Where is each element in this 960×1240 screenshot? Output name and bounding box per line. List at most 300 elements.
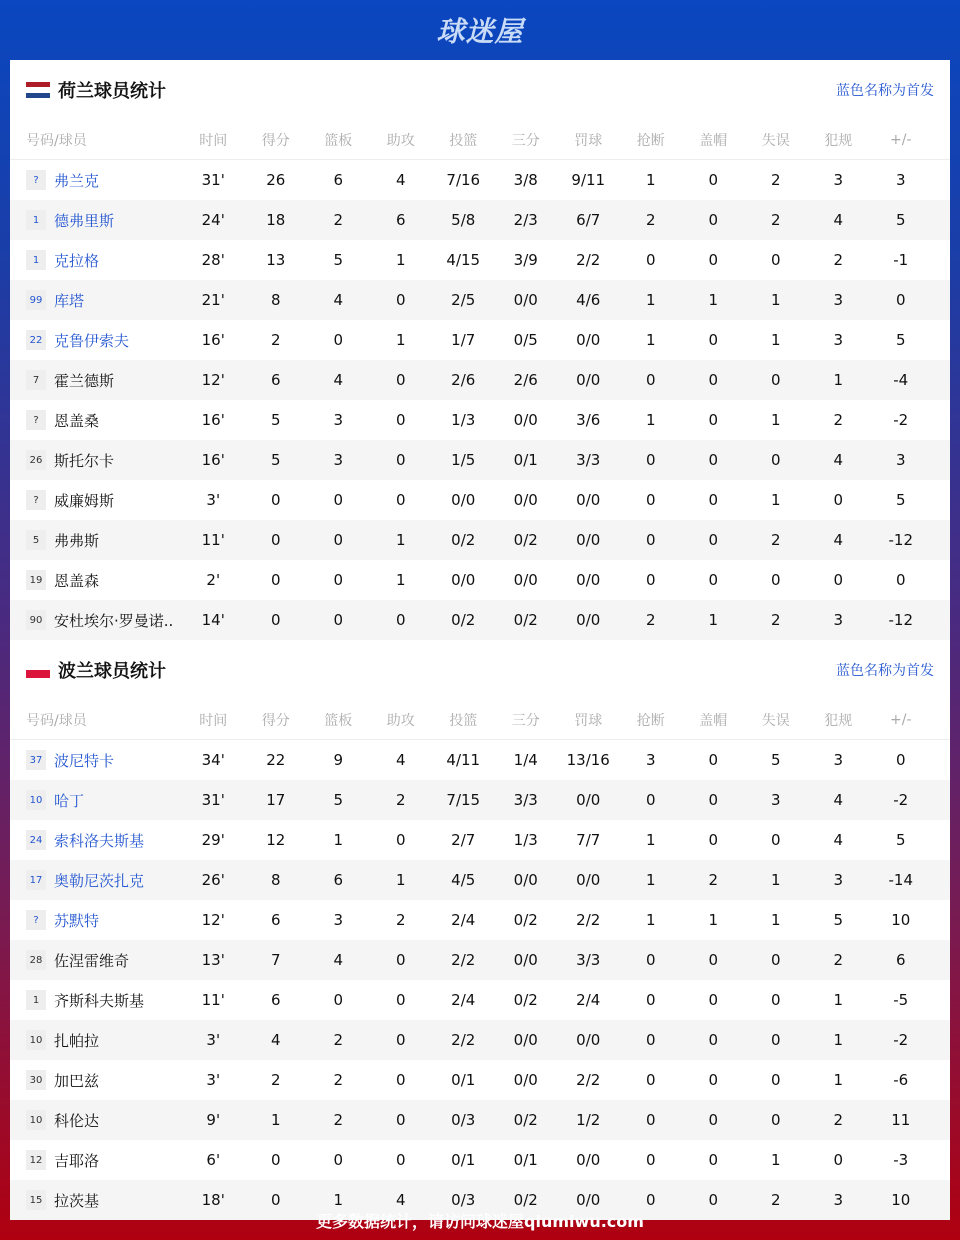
stat-cell: 1 [770,291,781,309]
stat-cell: 5 [833,911,844,929]
player-row[interactable] [10,480,950,520]
stats-card [10,60,950,1210]
stat-cell: 3 [833,1191,844,1209]
column-header: 罚球 [574,712,603,729]
stat-cell: 18' [201,1191,225,1209]
player-cell [10,610,182,631]
stat-cell: 1 [770,411,781,429]
stat-cell: 0/2 [451,531,476,549]
stat-cell: -2 [893,791,909,809]
stat-cell: 2 [770,211,781,229]
stat-cell: 0/0 [576,571,601,589]
stat-cell: 0 [708,831,719,849]
column-header: 盖帽 [699,712,728,729]
team-title: 荷兰球员统计 [58,81,166,102]
jersey-number: 26 [26,450,46,470]
stat-cell: 1 [645,871,656,889]
player-cell [10,790,182,811]
player-row[interactable] [10,160,950,200]
stat-cell: 5 [270,411,281,429]
stat-cell: 0 [395,491,406,509]
column-header: 盖帽 [699,132,728,149]
jersey-number: 22 [26,330,46,350]
stat-cell: 6 [270,991,281,1009]
player-cell [10,210,182,231]
column-header: 犯规 [824,132,853,149]
stat-cell: 2 [833,411,844,429]
stat-cell: 1 [645,291,656,309]
stat-cell: -14 [888,871,913,889]
player-name[interactable]: 克鲁伊索夫 [54,331,130,350]
stat-cell: 0 [833,1151,844,1169]
section-header [10,60,950,120]
stat-cell: 2/2 [451,1031,476,1049]
stat-cell: 0/5 [513,331,538,349]
header-bar [0,0,960,60]
player-row[interactable] [10,1060,950,1100]
jersey-number: 37 [26,750,46,770]
player-name[interactable]: 扎帕拉 [54,1031,100,1050]
stat-cell: 4 [333,291,344,309]
stat-cell: 0 [645,251,656,269]
stat-cell: 29' [201,831,225,849]
jersey-number: ? [26,170,46,190]
column-header: 失误 [761,712,790,729]
player-cell [10,490,182,511]
player-name[interactable]: 苏默特 [54,911,100,930]
stat-cell: 0/0 [576,371,601,389]
stat-cell: 6 [895,951,906,969]
jersey-number: 10 [26,1110,46,1130]
stat-cell: 0 [270,1191,281,1209]
stat-cell: 13/16 [566,751,610,769]
stat-cell: 3/3 [576,451,601,469]
stat-cell: 11 [891,1111,911,1129]
player-name[interactable]: 加巴兹 [54,1071,100,1090]
player-name[interactable]: 波尼特卡 [54,751,115,770]
stat-cell: 1/7 [451,331,476,349]
stat-cell: 9 [333,751,344,769]
player-row[interactable] [10,980,950,1020]
stat-cell: 2/2 [576,911,601,929]
column-header: 得分 [261,712,290,729]
player-cell [10,290,182,311]
stat-cell: 0 [395,451,406,469]
player-row[interactable] [10,320,950,360]
stat-cell: 0/2 [513,611,538,629]
column-header: 助攻 [386,712,415,729]
stat-cell: 26 [266,171,286,189]
stat-cell: 0/1 [513,451,538,469]
player-cell [10,410,182,431]
stat-cell: 0 [895,291,906,309]
stat-cell: 7/16 [446,171,481,189]
stat-cell: -5 [893,991,909,1009]
player-cell [10,450,182,471]
stat-cell: 0/3 [451,1191,476,1209]
stat-cell: 26' [201,871,225,889]
player-name[interactable]: 库塔 [54,291,85,310]
player-name[interactable]: 奥勒尼茨扎克 [54,871,145,890]
column-header: 篮板 [324,712,353,729]
stat-cell: 0 [770,951,781,969]
stat-cell: 3' [206,491,221,509]
stat-cell: 6 [333,171,344,189]
stat-cell: 0/2 [513,1191,538,1209]
player-cell [10,170,182,191]
stat-cell: 0 [270,571,281,589]
stat-cell: 0/0 [576,791,601,809]
stat-cell: 1 [833,371,844,389]
stat-cell: 4 [833,791,844,809]
flag-stripe [26,93,50,98]
stat-cell: 1 [395,331,406,349]
stat-cell: 3' [206,1071,221,1089]
player-name[interactable]: 弗兰克 [54,171,100,190]
stat-cell: 0 [770,251,781,269]
player-cell [10,1150,182,1171]
column-header: 号码/球员 [26,132,87,149]
player-row[interactable] [10,740,950,780]
stat-cell: 1 [833,1071,844,1089]
stat-cell: 0/0 [513,1071,538,1089]
stat-cell: 0 [770,1071,781,1089]
player-row[interactable] [10,200,950,240]
stat-cell: 5 [270,451,281,469]
column-header: 篮板 [324,132,353,149]
stat-cell: 0 [770,451,781,469]
stat-cell: 0 [645,1111,656,1129]
stat-cell: 1 [270,1111,281,1129]
player-row[interactable] [10,240,950,280]
stat-cell: 0 [270,531,281,549]
stat-cell: 0 [833,491,844,509]
player-name[interactable]: 佐涅雷维奇 [54,951,130,970]
stat-cell: 2 [770,531,781,549]
stat-cell: 0/2 [513,531,538,549]
column-header: 时间 [199,132,228,149]
stat-cell: 2 [833,951,844,969]
player-name[interactable]: 拉茨基 [54,1191,100,1210]
stat-cell: 1 [770,491,781,509]
stat-cell: 1/3 [451,411,476,429]
stat-cell: 2 [770,1191,781,1209]
section-header [10,640,950,700]
stat-cell: 0/0 [451,571,476,589]
column-header: 三分 [511,132,540,149]
stat-cell: -2 [893,411,909,429]
player-cell [10,870,182,891]
player-name[interactable]: 德弗里斯 [54,211,115,230]
player-row[interactable] [10,400,950,440]
stat-cell: -12 [888,611,913,629]
player-cell [10,750,182,771]
player-name[interactable]: 克拉格 [54,251,100,270]
jersey-number: ? [26,910,46,930]
stat-cell: 0 [708,751,719,769]
player-name[interactable]: 霍兰德斯 [54,371,115,390]
stat-cell: 22 [266,751,286,769]
stat-cell: 1/2 [576,1111,601,1129]
column-header: 投篮 [449,132,478,149]
stat-cell: 4 [270,1031,281,1049]
stat-cell: 18 [266,211,286,229]
stat-cell: 3 [833,611,844,629]
player-row[interactable] [10,560,950,600]
player-cell [10,1110,182,1131]
table-header-row [10,120,950,160]
stat-cell: 4 [833,831,844,849]
player-name[interactable]: 威廉姆斯 [54,491,115,510]
stat-cell: 0 [770,371,781,389]
starter-note: 蓝色名称为首发 [836,83,934,99]
player-name[interactable]: 斯托尔卡 [54,451,115,470]
stat-cell: 0 [645,1151,656,1169]
flag-stripe [26,662,50,670]
stat-cell: 1 [645,911,656,929]
stat-cell: -6 [893,1071,909,1089]
stat-cell: 17 [266,791,286,809]
stat-cell: 0/1 [451,1071,476,1089]
stat-cell: 2 [770,171,781,189]
stat-cell: 13' [201,951,225,969]
stat-cell: 2/5 [451,291,476,309]
jersey-number: 90 [26,610,46,630]
stat-cell: 5 [770,751,781,769]
player-name[interactable]: 恩盖桑 [54,411,100,430]
stat-cell: 0 [770,1111,781,1129]
stat-cell: 0 [708,791,719,809]
stat-cell: 0 [770,831,781,849]
jersey-number: ? [26,410,46,430]
stat-cell: 1 [645,831,656,849]
stat-cell: 4 [395,751,406,769]
stat-cell: 1 [770,1151,781,1169]
stat-cell: 1 [333,831,344,849]
column-header: +/- [890,711,912,728]
stat-cell: 0/2 [513,991,538,1009]
stat-cell: 0/3 [451,1111,476,1129]
stat-cell: 5/8 [451,211,476,229]
stat-cell: 1 [770,911,781,929]
player-name[interactable]: 恩盖森 [54,571,100,590]
stat-cell: 0 [708,531,719,549]
stat-cell: 0 [645,371,656,389]
stat-cell: 2 [333,211,344,229]
stat-cell: 2/2 [451,951,476,969]
player-cell [10,950,182,971]
column-header: 三分 [511,712,540,729]
column-header: 犯规 [824,712,853,729]
column-header: 号码/球员 [26,712,87,729]
player-name[interactable]: 科伦达 [54,1111,100,1130]
stat-cell: 4/15 [446,251,481,269]
player-row[interactable] [10,360,950,400]
stat-cell: 1/4 [513,751,538,769]
stat-cell: 3 [833,171,844,189]
stat-cell: 3 [645,751,656,769]
stat-cell: 3' [206,1031,221,1049]
jersey-number: 10 [26,790,46,810]
stat-cell: 0/2 [513,911,538,929]
section-title [26,657,166,683]
player-row[interactable] [10,600,950,640]
stat-cell: 0 [395,991,406,1009]
stat-cell: 0 [833,571,844,589]
stat-cell: 2 [270,1071,281,1089]
stat-cell: 28' [201,251,225,269]
stat-cell: 0/0 [576,491,601,509]
player-row[interactable] [10,860,950,900]
stat-cell: 2/6 [513,371,538,389]
stat-cell: 0 [708,451,719,469]
jersey-number: 1 [26,250,46,270]
player-cell [10,370,182,391]
stat-cell: 3/8 [513,171,538,189]
stat-cell: 0 [708,1071,719,1089]
stat-cell: 0 [333,991,344,1009]
stat-cell: 1 [770,871,781,889]
player-row[interactable] [10,820,950,860]
jersey-number: 30 [26,1070,46,1090]
stat-cell: 2 [833,1111,844,1129]
player-name[interactable]: 齐斯科夫斯基 [54,991,145,1010]
stat-cell: 3 [833,291,844,309]
stat-cell: 4/5 [451,871,476,889]
flag-icon [26,662,50,678]
stat-cell: 0 [395,371,406,389]
stat-cell: 0 [708,411,719,429]
stat-cell: 2 [770,611,781,629]
stat-cell: 2/3 [513,211,538,229]
stat-cell: 31' [201,791,225,809]
stat-cell: 0/1 [513,1151,538,1169]
stat-cell: 0 [395,411,406,429]
stat-cell: 2 [708,871,719,889]
player-row[interactable] [10,440,950,480]
stat-cell: 0 [770,991,781,1009]
player-name[interactable]: 吉耶洛 [54,1151,100,1170]
stat-cell: 0 [645,791,656,809]
stat-cell: 1 [645,171,656,189]
stat-cell: 0 [770,1031,781,1049]
stat-cell: 0/0 [576,611,601,629]
stat-cell: 5 [333,791,344,809]
stat-cell: 2 [333,1111,344,1129]
stat-cell: 5 [895,211,906,229]
stat-cell: 16' [201,451,225,469]
player-name[interactable]: 哈丁 [54,791,85,810]
stat-cell: 14' [201,611,225,629]
player-row[interactable] [10,1020,950,1060]
team-title: 波兰球员统计 [58,661,166,682]
stat-cell: 0 [645,1071,656,1089]
stat-cell: 6 [333,871,344,889]
player-cell [10,1030,182,1051]
stat-cell: 0 [333,1151,344,1169]
stat-cell: 3/6 [576,411,601,429]
stat-cell: 0/0 [513,291,538,309]
stat-cell: 0 [708,331,719,349]
player-cell [10,250,182,271]
flag-icon [26,82,50,98]
stat-cell: 2 [645,211,656,229]
stat-cell: 0/2 [513,1111,538,1129]
stat-cell: -3 [893,1151,909,1169]
player-name[interactable]: 索科洛夫斯基 [54,831,145,850]
player-row[interactable] [10,520,950,560]
jersey-number: 1 [26,210,46,230]
player-name[interactable]: 安杜埃尔·罗曼诺.. [54,611,174,630]
jersey-number: 99 [26,290,46,310]
stat-cell: 3/3 [513,791,538,809]
stat-cell: 2' [206,571,221,589]
footer-banner[interactable]: 更多数据统计，请访问球迷屋qiumiwu.com [316,1211,644,1231]
stat-cell: 0 [708,491,719,509]
stat-cell: 2 [270,331,281,349]
player-cell [10,330,182,351]
stat-cell: 0/0 [451,491,476,509]
player-row[interactable] [10,1100,950,1140]
stat-cell: 2 [395,791,406,809]
stat-cell: 7/7 [576,831,601,849]
team-section [10,60,950,640]
column-header: 罚球 [574,132,603,149]
player-row[interactable] [10,940,950,980]
stat-cell: 2/2 [576,251,601,269]
stat-cell: 0 [395,611,406,629]
player-row[interactable] [10,1140,950,1180]
stat-cell: 16' [201,411,225,429]
player-name[interactable]: 弗弗斯 [54,531,100,550]
stat-cell: 0 [645,571,656,589]
stat-cell: 2 [333,1031,344,1049]
stat-cell: 0 [708,1111,719,1129]
stat-cell: 4/6 [576,291,601,309]
stat-cell: 0 [708,951,719,969]
stat-cell: 1/5 [451,451,476,469]
stat-cell: 9/11 [571,171,606,189]
column-header: +/- [890,131,912,148]
stat-cell: 3 [333,411,344,429]
stat-cell: 21' [201,291,225,309]
stat-cell: 0/0 [576,871,601,889]
stat-cell: 0 [333,611,344,629]
stat-cell: 4 [833,531,844,549]
player-cell [10,1070,182,1091]
column-header: 得分 [261,132,290,149]
player-row[interactable] [10,780,950,820]
stat-cell: 0 [708,1191,719,1209]
jersey-number: 17 [26,870,46,890]
stat-cell: 1 [395,531,406,549]
stat-cell: 1 [770,331,781,349]
player-row[interactable] [10,900,950,940]
stat-cell: 2/4 [451,991,476,1009]
stat-cell: 1 [708,611,719,629]
column-header: 投篮 [449,712,478,729]
stat-cell: -1 [893,251,909,269]
player-row[interactable] [10,280,950,320]
stat-cell: 0 [645,951,656,969]
stat-cell: 0 [708,1031,719,1049]
player-cell [10,570,182,591]
stat-cell: 2 [645,611,656,629]
stat-cell: 8 [270,871,281,889]
stat-cell: 0 [333,491,344,509]
column-header: 时间 [199,712,228,729]
column-header: 抢断 [636,132,665,149]
